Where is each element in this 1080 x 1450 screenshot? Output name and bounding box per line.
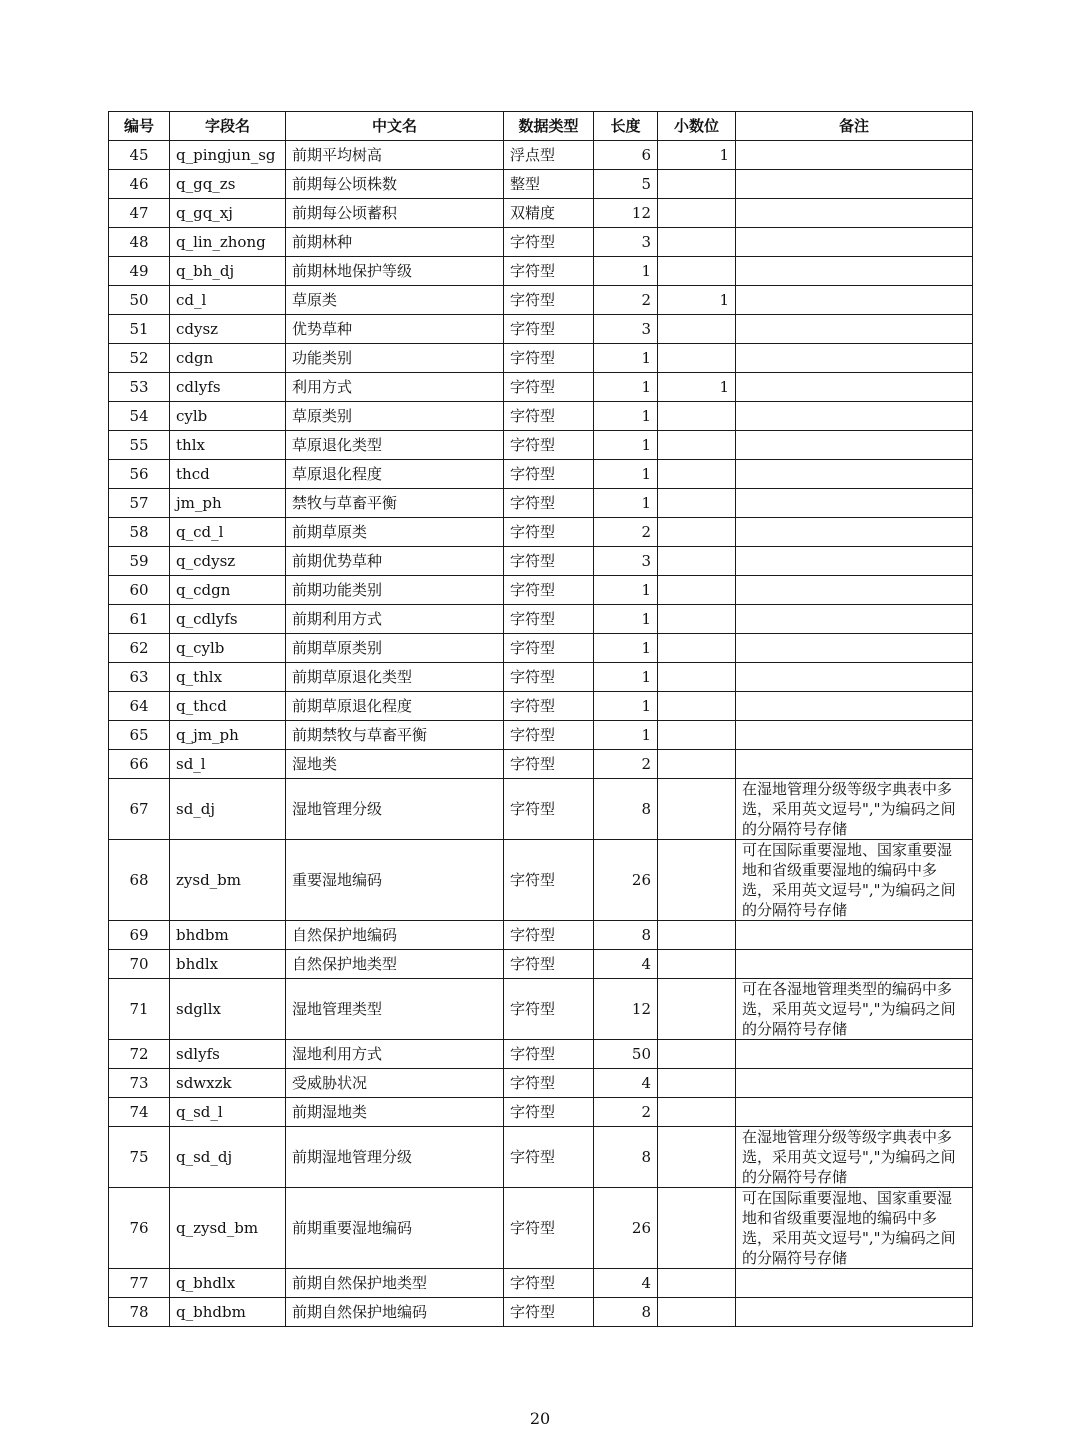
cell-decimals <box>658 750 736 779</box>
table-row <box>109 840 973 921</box>
cell-length: 2 <box>594 1098 658 1127</box>
table-row <box>109 1188 973 1269</box>
cell-length: 8 <box>594 779 658 840</box>
cell-num: 74 <box>109 1098 170 1127</box>
cell-chinese-name: 前期重要湿地编码 <box>286 1188 504 1269</box>
cell-num: 76 <box>109 1188 170 1269</box>
header-decimals: 小数位 <box>658 112 736 141</box>
cell-num: 50 <box>109 286 170 315</box>
table-body <box>109 141 973 1327</box>
table-row <box>109 576 973 605</box>
cell-chinese-name: 前期自然保护地类型 <box>286 1269 504 1298</box>
table-row <box>109 921 973 950</box>
cell-decimals <box>658 921 736 950</box>
cell-num: 71 <box>109 979 170 1040</box>
cell-length: 1 <box>594 634 658 663</box>
cell-note <box>736 576 973 605</box>
cell-length: 4 <box>594 1269 658 1298</box>
cell-length: 1 <box>594 460 658 489</box>
cell-num: 70 <box>109 950 170 979</box>
cell-field-name: sdwxzk <box>170 1069 286 1098</box>
cell-length: 4 <box>594 1069 658 1098</box>
cell-decimals <box>658 605 736 634</box>
table-row <box>109 402 973 431</box>
cell-chinese-name: 湿地利用方式 <box>286 1040 504 1069</box>
cell-field-name: q_cdlyfs <box>170 605 286 634</box>
cell-note <box>736 1040 973 1069</box>
cell-num: 59 <box>109 547 170 576</box>
cell-note: 可在各湿地管理类型的编码中多选，采用英文逗号","为编码之间的分隔符号存储 <box>736 979 973 1040</box>
cell-field-name: q_pingjun_sg <box>170 141 286 170</box>
cell-chinese-name: 前期利用方式 <box>286 605 504 634</box>
cell-decimals <box>658 170 736 199</box>
cell-length: 26 <box>594 1188 658 1269</box>
cell-field-name: q_cdgn <box>170 576 286 605</box>
cell-decimals <box>658 460 736 489</box>
cell-decimals <box>658 663 736 692</box>
cell-data-type: 字符型 <box>504 692 594 721</box>
cell-field-name: q_bh_dj <box>170 257 286 286</box>
cell-data-type: 字符型 <box>504 1298 594 1327</box>
cell-decimals <box>658 547 736 576</box>
cell-note: 可在国际重要湿地、国家重要湿地和省级重要湿地的编码中多选，采用英文逗号","为编码之间的分隔符号存储 <box>736 1188 973 1269</box>
cell-chinese-name: 前期禁牧与草畜平衡 <box>286 721 504 750</box>
cell-field-name: q_sd_l <box>170 1098 286 1127</box>
cell-length: 8 <box>594 1127 658 1188</box>
cell-data-type: 字符型 <box>504 663 594 692</box>
cell-data-type: 字符型 <box>504 1269 594 1298</box>
table-row <box>109 373 973 402</box>
table-row <box>109 257 973 286</box>
cell-field-name: q_cdysz <box>170 547 286 576</box>
cell-data-type: 字符型 <box>504 979 594 1040</box>
cell-field-name: cdysz <box>170 315 286 344</box>
cell-field-name: q_zysd_bm <box>170 1188 286 1269</box>
cell-field-name: q_cylb <box>170 634 286 663</box>
cell-decimals <box>658 518 736 547</box>
cell-length: 8 <box>594 921 658 950</box>
cell-data-type: 双精度 <box>504 199 594 228</box>
cell-num: 68 <box>109 840 170 921</box>
cell-field-name: q_thlx <box>170 663 286 692</box>
cell-chinese-name: 前期湿地管理分级 <box>286 1127 504 1188</box>
cell-field-name: cdgn <box>170 344 286 373</box>
cell-data-type: 字符型 <box>504 315 594 344</box>
cell-num: 54 <box>109 402 170 431</box>
cell-note <box>736 315 973 344</box>
cell-chinese-name: 受威胁状况 <box>286 1069 504 1098</box>
cell-field-name: sdgllx <box>170 979 286 1040</box>
cell-length: 1 <box>594 489 658 518</box>
cell-data-type: 字符型 <box>504 1127 594 1188</box>
cell-decimals <box>658 402 736 431</box>
cell-note <box>736 460 973 489</box>
cell-field-name: q_jm_ph <box>170 721 286 750</box>
cell-num: 46 <box>109 170 170 199</box>
cell-decimals <box>658 1040 736 1069</box>
cell-note <box>736 547 973 576</box>
cell-note <box>736 402 973 431</box>
cell-note <box>736 1098 973 1127</box>
cell-chinese-name: 禁牧与草畜平衡 <box>286 489 504 518</box>
cell-decimals <box>658 1127 736 1188</box>
table-row <box>109 779 973 840</box>
table-row <box>109 721 973 750</box>
cell-note <box>736 605 973 634</box>
table-row <box>109 1069 973 1098</box>
cell-note <box>736 750 973 779</box>
header-chinese-name: 中文名 <box>286 112 504 141</box>
cell-data-type: 字符型 <box>504 489 594 518</box>
cell-data-type: 字符型 <box>504 840 594 921</box>
page-number: 20 <box>529 1409 551 1428</box>
cell-decimals: 1 <box>658 286 736 315</box>
cell-data-type: 字符型 <box>504 1069 594 1098</box>
cell-data-type: 字符型 <box>504 228 594 257</box>
cell-decimals <box>658 721 736 750</box>
cell-note <box>736 431 973 460</box>
cell-decimals <box>658 315 736 344</box>
cell-field-name: sd_l <box>170 750 286 779</box>
cell-note <box>736 692 973 721</box>
cell-field-name: bhdbm <box>170 921 286 950</box>
cell-note <box>736 663 973 692</box>
cell-length: 12 <box>594 979 658 1040</box>
cell-note <box>736 634 973 663</box>
cell-data-type: 字符型 <box>504 634 594 663</box>
cell-chinese-name: 前期湿地类 <box>286 1098 504 1127</box>
table-row <box>109 1298 973 1327</box>
cell-data-type: 字符型 <box>504 1098 594 1127</box>
cell-length: 8 <box>594 1298 658 1327</box>
table-row <box>109 170 973 199</box>
cell-field-name: cdlyfs <box>170 373 286 402</box>
table-row <box>109 489 973 518</box>
cell-note: 在湿地管理分级等级字典表中多选，采用英文逗号","为编码之间的分隔符号存储 <box>736 1127 973 1188</box>
cell-decimals: 1 <box>658 141 736 170</box>
cell-chinese-name: 前期优势草种 <box>286 547 504 576</box>
cell-decimals <box>658 634 736 663</box>
cell-field-name: q_gq_zs <box>170 170 286 199</box>
cell-num: 65 <box>109 721 170 750</box>
cell-length: 12 <box>594 199 658 228</box>
cell-field-name: thlx <box>170 431 286 460</box>
cell-note <box>736 286 973 315</box>
cell-num: 64 <box>109 692 170 721</box>
cell-data-type: 字符型 <box>504 286 594 315</box>
table-row <box>109 950 973 979</box>
cell-num: 72 <box>109 1040 170 1069</box>
cell-field-name: q_bhdbm <box>170 1298 286 1327</box>
header-num: 编号 <box>109 112 170 141</box>
table-row <box>109 750 973 779</box>
cell-data-type: 字符型 <box>504 921 594 950</box>
cell-chinese-name: 前期平均树高 <box>286 141 504 170</box>
cell-data-type: 字符型 <box>504 1040 594 1069</box>
cell-data-type: 字符型 <box>504 1188 594 1269</box>
cell-num: 51 <box>109 315 170 344</box>
cell-data-type: 字符型 <box>504 344 594 373</box>
cell-chinese-name: 重要湿地编码 <box>286 840 504 921</box>
cell-length: 1 <box>594 663 658 692</box>
cell-chinese-name: 前期林种 <box>286 228 504 257</box>
cell-chinese-name: 前期每公顷株数 <box>286 170 504 199</box>
cell-data-type: 字符型 <box>504 460 594 489</box>
cell-num: 63 <box>109 663 170 692</box>
table-row <box>109 315 973 344</box>
cell-chinese-name: 湿地类 <box>286 750 504 779</box>
cell-num: 77 <box>109 1269 170 1298</box>
cell-data-type: 字符型 <box>504 518 594 547</box>
table-row <box>109 547 973 576</box>
header-field-name: 字段名 <box>170 112 286 141</box>
header-length: 长度 <box>594 112 658 141</box>
cell-length: 1 <box>594 576 658 605</box>
cell-num: 49 <box>109 257 170 286</box>
header-data-type: 数据类型 <box>504 112 594 141</box>
cell-decimals <box>658 257 736 286</box>
cell-decimals <box>658 950 736 979</box>
cell-decimals <box>658 779 736 840</box>
cell-length: 1 <box>594 257 658 286</box>
table-row <box>109 1269 973 1298</box>
cell-num: 56 <box>109 460 170 489</box>
cell-decimals <box>658 1098 736 1127</box>
cell-note <box>736 489 973 518</box>
cell-data-type: 字符型 <box>504 257 594 286</box>
cell-decimals <box>658 489 736 518</box>
cell-decimals <box>658 199 736 228</box>
cell-chinese-name: 草原退化程度 <box>286 460 504 489</box>
cell-chinese-name: 前期每公顷蓄积 <box>286 199 504 228</box>
cell-note <box>736 373 973 402</box>
cell-chinese-name: 利用方式 <box>286 373 504 402</box>
cell-field-name: q_lin_zhong <box>170 228 286 257</box>
cell-decimals <box>658 692 736 721</box>
cell-chinese-name: 优势草种 <box>286 315 504 344</box>
table-row <box>109 663 973 692</box>
cell-length: 2 <box>594 750 658 779</box>
table-row <box>109 141 973 170</box>
cell-num: 69 <box>109 921 170 950</box>
cell-length: 5 <box>594 170 658 199</box>
table-row <box>109 692 973 721</box>
cell-chinese-name: 前期草原退化程度 <box>286 692 504 721</box>
cell-data-type: 字符型 <box>504 779 594 840</box>
cell-num: 61 <box>109 605 170 634</box>
cell-note <box>736 921 973 950</box>
cell-data-type: 字符型 <box>504 750 594 779</box>
cell-decimals <box>658 228 736 257</box>
cell-length: 3 <box>594 315 658 344</box>
header-note: 备注 <box>736 112 973 141</box>
cell-note <box>736 344 973 373</box>
cell-note <box>736 228 973 257</box>
cell-field-name: q_gq_xj <box>170 199 286 228</box>
cell-chinese-name: 前期林地保护等级 <box>286 257 504 286</box>
cell-num: 47 <box>109 199 170 228</box>
cell-note <box>736 721 973 750</box>
cell-data-type: 字符型 <box>504 547 594 576</box>
cell-field-name: zysd_bm <box>170 840 286 921</box>
cell-length: 1 <box>594 605 658 634</box>
cell-length: 50 <box>594 1040 658 1069</box>
cell-chinese-name: 自然保护地类型 <box>286 950 504 979</box>
table-row <box>109 460 973 489</box>
cell-note <box>736 518 973 547</box>
table-row <box>109 286 973 315</box>
cell-chinese-name: 前期草原类别 <box>286 634 504 663</box>
cell-length: 2 <box>594 286 658 315</box>
cell-chinese-name: 前期草原类 <box>286 518 504 547</box>
cell-field-name: thcd <box>170 460 286 489</box>
cell-length: 4 <box>594 950 658 979</box>
cell-field-name: q_bhdlx <box>170 1269 286 1298</box>
cell-chinese-name: 草原退化类型 <box>286 431 504 460</box>
cell-note <box>736 170 973 199</box>
cell-num: 66 <box>109 750 170 779</box>
cell-length: 2 <box>594 518 658 547</box>
cell-chinese-name: 前期功能类别 <box>286 576 504 605</box>
cell-num: 53 <box>109 373 170 402</box>
cell-field-name: q_cd_l <box>170 518 286 547</box>
cell-field-name: q_thcd <box>170 692 286 721</box>
cell-field-name: q_sd_dj <box>170 1127 286 1188</box>
cell-decimals: 1 <box>658 373 736 402</box>
cell-chinese-name: 湿地管理类型 <box>286 979 504 1040</box>
table-header-row <box>109 112 973 141</box>
cell-length: 3 <box>594 228 658 257</box>
cell-num: 78 <box>109 1298 170 1327</box>
cell-num: 75 <box>109 1127 170 1188</box>
cell-field-name: sdlyfs <box>170 1040 286 1069</box>
cell-decimals <box>658 979 736 1040</box>
cell-length: 1 <box>594 431 658 460</box>
table-row <box>109 518 973 547</box>
field-definition-table <box>108 111 973 1327</box>
cell-num: 48 <box>109 228 170 257</box>
cell-chinese-name: 草原类 <box>286 286 504 315</box>
table-row <box>109 634 973 663</box>
cell-length: 3 <box>594 547 658 576</box>
cell-decimals <box>658 1269 736 1298</box>
cell-num: 67 <box>109 779 170 840</box>
cell-length: 1 <box>594 692 658 721</box>
table-row <box>109 228 973 257</box>
cell-length: 6 <box>594 141 658 170</box>
cell-num: 58 <box>109 518 170 547</box>
cell-note <box>736 199 973 228</box>
cell-field-name: cd_l <box>170 286 286 315</box>
cell-decimals <box>658 1188 736 1269</box>
cell-num: 62 <box>109 634 170 663</box>
cell-note <box>736 257 973 286</box>
cell-data-type: 字符型 <box>504 402 594 431</box>
cell-field-name: cylb <box>170 402 286 431</box>
table-row <box>109 199 973 228</box>
table-row <box>109 1098 973 1127</box>
cell-decimals <box>658 1298 736 1327</box>
cell-data-type: 整型 <box>504 170 594 199</box>
cell-field-name: sd_dj <box>170 779 286 840</box>
cell-data-type: 字符型 <box>504 605 594 634</box>
table-row <box>109 1127 973 1188</box>
cell-num: 52 <box>109 344 170 373</box>
cell-field-name: jm_ph <box>170 489 286 518</box>
cell-note <box>736 141 973 170</box>
cell-decimals <box>658 576 736 605</box>
cell-note <box>736 1298 973 1327</box>
cell-chinese-name: 湿地管理分级 <box>286 779 504 840</box>
cell-note <box>736 950 973 979</box>
cell-chinese-name: 草原类别 <box>286 402 504 431</box>
cell-chinese-name: 功能类别 <box>286 344 504 373</box>
cell-chinese-name: 前期草原退化类型 <box>286 663 504 692</box>
table-row <box>109 344 973 373</box>
cell-data-type: 字符型 <box>504 373 594 402</box>
cell-note <box>736 1269 973 1298</box>
cell-field-name: bhdlx <box>170 950 286 979</box>
cell-num: 55 <box>109 431 170 460</box>
cell-note: 在湿地管理分级等级字典表中多选，采用英文逗号","为编码之间的分隔符号存储 <box>736 779 973 840</box>
cell-data-type: 字符型 <box>504 431 594 460</box>
cell-num: 45 <box>109 141 170 170</box>
cell-data-type: 字符型 <box>504 576 594 605</box>
cell-length: 1 <box>594 373 658 402</box>
cell-length: 1 <box>594 721 658 750</box>
cell-decimals <box>658 1069 736 1098</box>
cell-length: 1 <box>594 402 658 431</box>
cell-num: 57 <box>109 489 170 518</box>
cell-decimals <box>658 431 736 460</box>
cell-num: 73 <box>109 1069 170 1098</box>
cell-decimals <box>658 840 736 921</box>
cell-note <box>736 1069 973 1098</box>
cell-data-type: 浮点型 <box>504 141 594 170</box>
cell-chinese-name: 自然保护地编码 <box>286 921 504 950</box>
cell-data-type: 字符型 <box>504 721 594 750</box>
table-row <box>109 431 973 460</box>
cell-length: 26 <box>594 840 658 921</box>
cell-num: 60 <box>109 576 170 605</box>
cell-data-type: 字符型 <box>504 950 594 979</box>
cell-decimals <box>658 344 736 373</box>
cell-note: 可在国际重要湿地、国家重要湿地和省级重要湿地的编码中多选，采用英文逗号","为编码之间的分隔符号存储 <box>736 840 973 921</box>
table-row <box>109 605 973 634</box>
table-row <box>109 979 973 1040</box>
cell-chinese-name: 前期自然保护地编码 <box>286 1298 504 1327</box>
cell-length: 1 <box>594 344 658 373</box>
table-row <box>109 1040 973 1069</box>
